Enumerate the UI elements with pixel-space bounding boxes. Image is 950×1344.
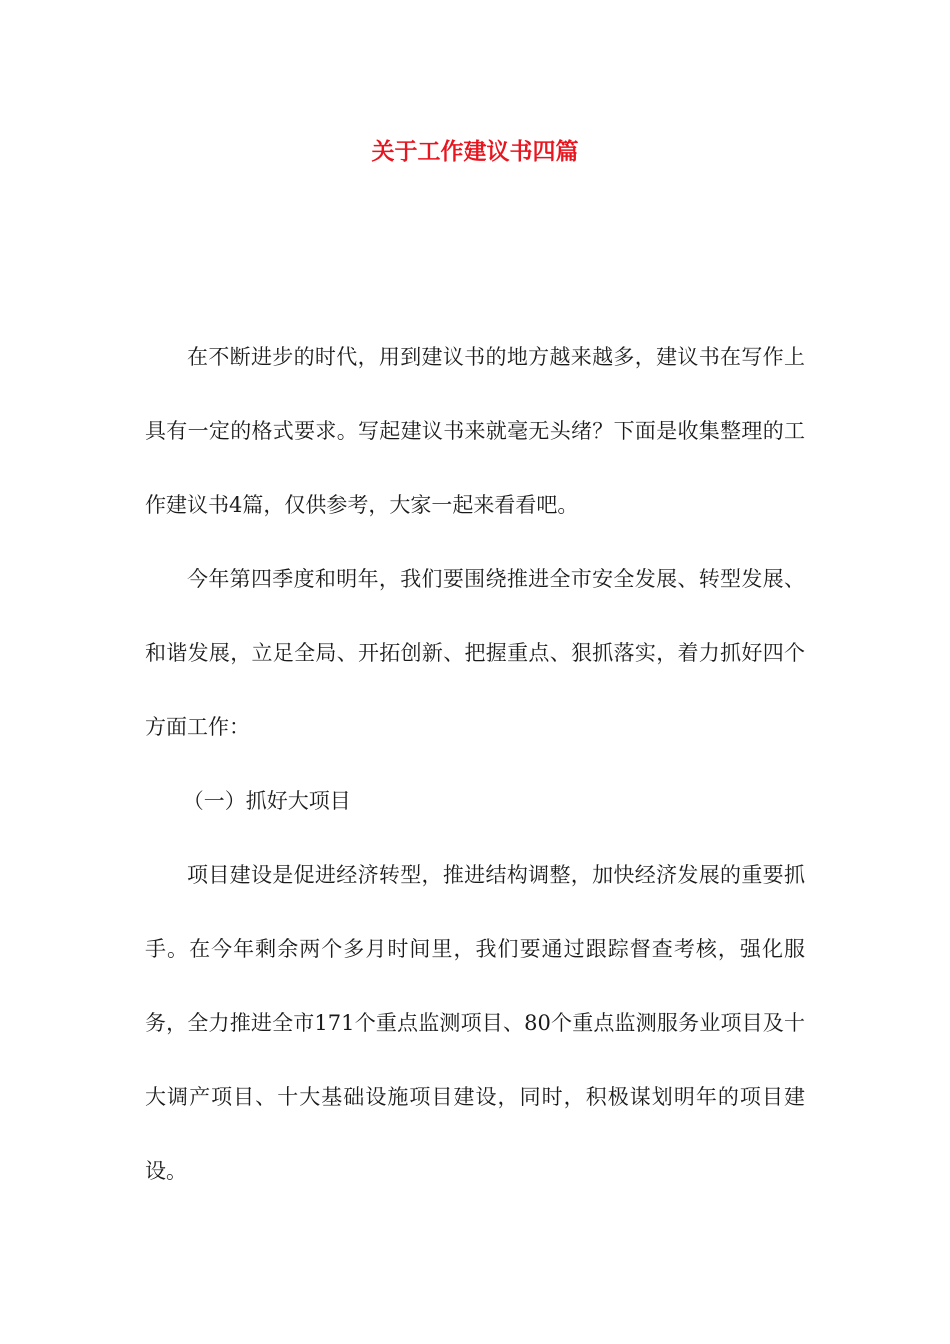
paragraph-projects: 项目建设是促进经济转型，推进结构调整，加快经济发展的重要抓手。在今年剩余两个多月时间里，我们要通过跟踪督查考核，强化服务，全力推进全市171个重点监测项目、80个重点监测服务业项目及十大调产项目、十大基础设施项目建设，同时，积极谋划明年的项目建设。 bbox=[145, 863, 805, 1183]
paragraph-intro: 在不断进步的时代，用到建议书的地方越来越多，建议书在写作上具有一定的格式要求。写起建议书来就毫无头绪？下面是收集整理的工作建议书4篇，仅供参考，大家一起来看看吧。 bbox=[145, 345, 805, 517]
section-heading: （一）抓好大项目 bbox=[182, 789, 351, 813]
document-title: 关于工作建议书四篇 bbox=[371, 138, 579, 165]
document-body bbox=[145, 320, 805, 1208]
paragraph-plan: 今年第四季度和明年，我们要围绕推进全市安全发展、转型发展、和谐发展，立足全局、开拓创新、把握重点、狠抓落实，着力抓好四个方面工作： bbox=[145, 567, 805, 739]
